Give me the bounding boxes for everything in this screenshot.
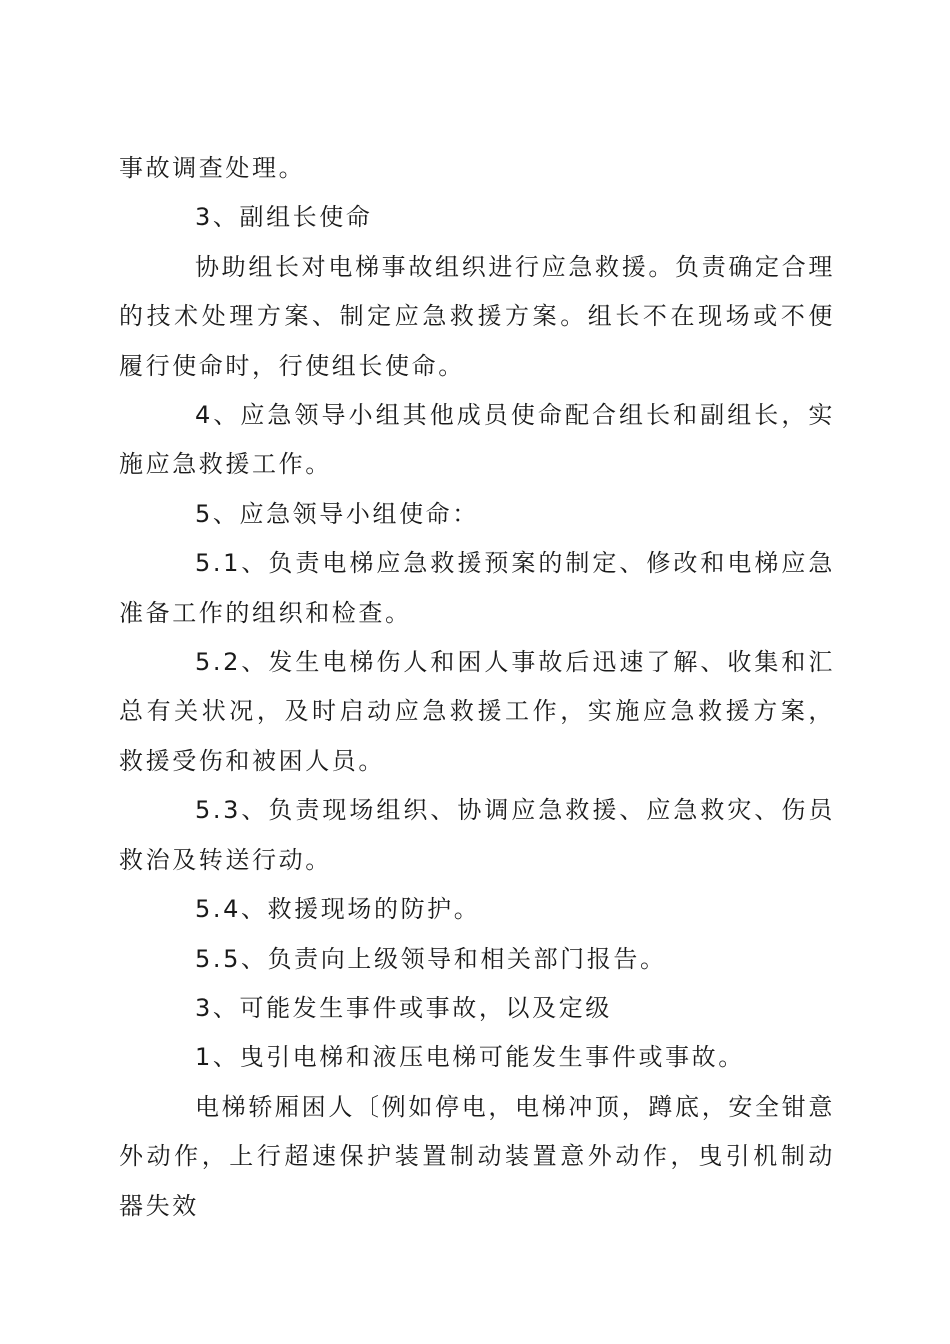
paragraph-item-5-5: 5.5、负责向上级领导和相关部门报告。 (195, 944, 667, 973)
paragraph-item-5-1: 5.1、负责电梯应急救援预案的制定、修改和电梯应急准备工作的组织和检查。 (119, 549, 835, 627)
paragraph-deputy-leader-duties: 协助组长对电梯事故组织进行应急救援。负责确定合理的技术处理方案、制定应急救援方案。组长不在现场或不便履行使命时，行使组长使命。 (119, 252, 835, 380)
paragraph-other-members: 4、应急领导小组其他成员使命配合组长和副组长，实施应急救援工作。 (119, 401, 835, 479)
paragraph-continuation: 事故调查处理。 (119, 154, 306, 182)
paragraph-heading-deputy-leader: 3、副组长使命 (195, 203, 373, 232)
paragraph-item-5-2: 5.2、发生电梯伤人和困人事故后迅速了解、收集和汇总有关状况，及时启动应急救援工作，实施应急救援方案，救援受伤和被困人员。 (119, 648, 835, 775)
paragraph-item-5-3: 5.3、负责现场组织、协调应急救援、应急救灾、伤员救治及转送行动。 (119, 796, 835, 874)
paragraph-heading-group-duties: 5、应急领导小组使命： (195, 499, 479, 528)
document-body (119, 144, 835, 1231)
paragraph-heading-possible-events: 3、可能发生事件或事故，以及定级 (195, 993, 612, 1022)
paragraph-car-trapped: 电梯轿厢困人〔例如停电，电梯冲顶，蹲底，安全钳意外动作，上行超速保护装置制动装置意外动作，曳引机制动器失效 (119, 1092, 835, 1220)
paragraph-item-5-4: 5.4、救援现场的防护。 (195, 895, 481, 924)
paragraph-traction-hydraulic: 1、曳引电梯和液压电梯可能发生事件或事故。 (195, 1043, 745, 1072)
